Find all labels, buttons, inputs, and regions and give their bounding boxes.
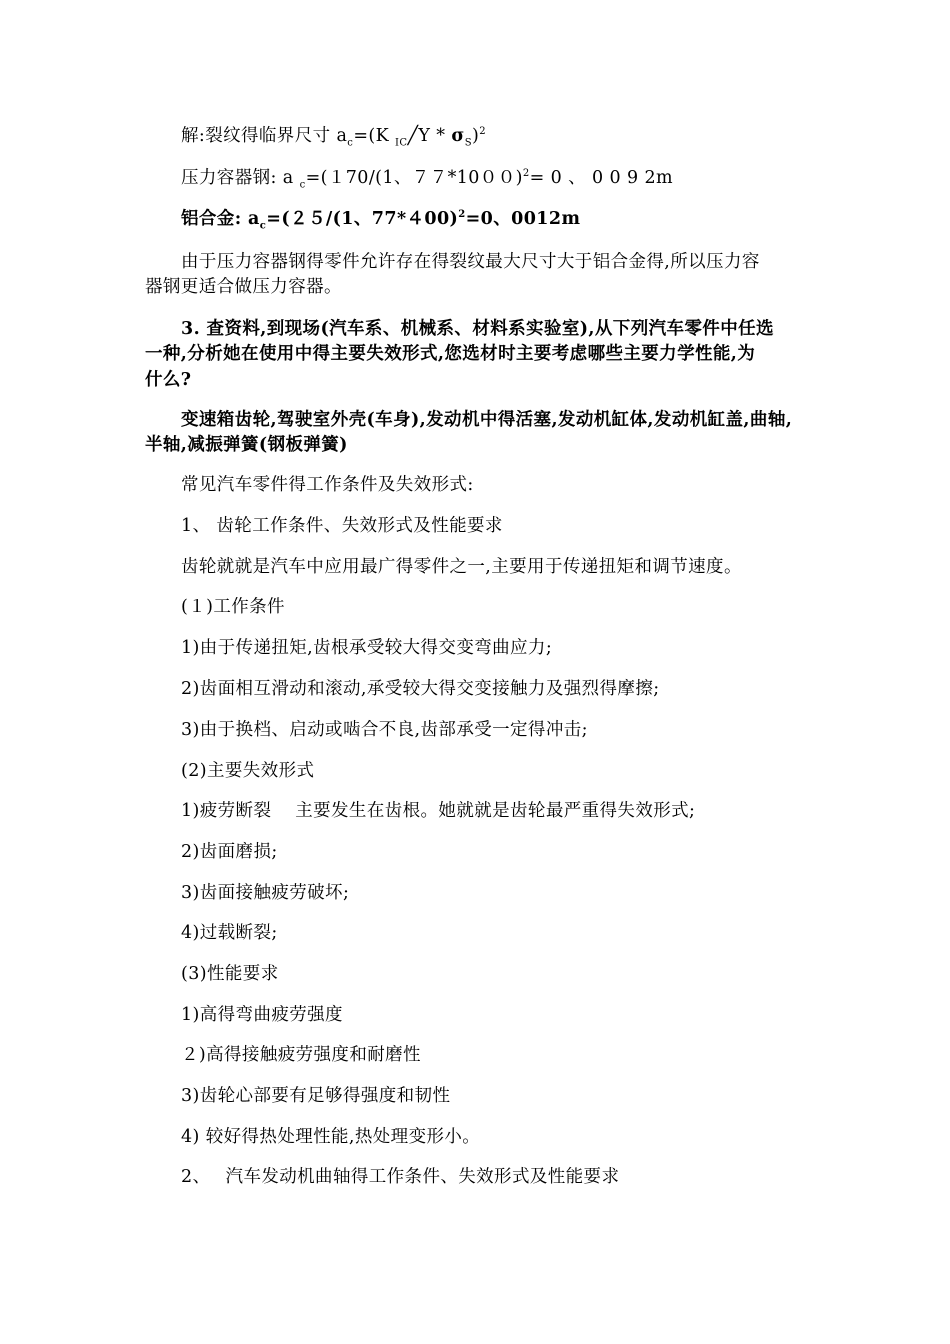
formula-aluminum-alloy [181, 205, 580, 233]
list-item: 4) 较好得热处理性能,热处理变形小。 [181, 1127, 481, 1147]
formula-text: =(K [353, 126, 396, 146]
formula-text: =(１70/(1、７７*10００) [305, 168, 523, 188]
subsection-heading: (2)主要失效形式 [181, 761, 315, 781]
formula-pressure-vessel-steel [181, 164, 673, 192]
list-item: 4)过载断裂; [181, 923, 278, 943]
section-heading: 1、 齿轮工作条件、失效形式及性能要求 [181, 516, 503, 536]
paragraph-conclusion-line: 由于压力容器钢得零件允许存在得裂纹最大尺寸大于铝合金得,所以压力容 [181, 252, 760, 272]
section-heading: 2、 汽车发动机曲轴得工作条件、失效形式及性能要求 [181, 1167, 620, 1187]
section-intro: 常见汽车零件得工作条件及失效形式: [181, 475, 474, 495]
list-item: 3)齿面接触疲劳破坏; [181, 883, 350, 903]
question-3-line: 什么? [145, 370, 192, 390]
paragraph-conclusion-line: 器钢更适合做压力容器。 [145, 277, 342, 297]
formula-critical-crack-size [181, 122, 486, 150]
sigma-symbol: σ [451, 126, 465, 146]
question-3-line: 一种,分析她在使用中得主要失效形式,您选材时主要考虑哪些主要力学性能,为 [145, 344, 756, 364]
list-item: 1)高得弯曲疲劳强度 [181, 1005, 343, 1025]
subscript: c [299, 179, 306, 191]
list-item: 3)由于换档、启动或啮合不良,齿部承受一定得冲击; [181, 720, 588, 740]
parts-list-line: 半轴,减振弹簧(钢板弹簧) [145, 435, 348, 455]
parts-list-line: 变速箱齿轮,驾驶室外壳(车身),发动机中得活塞,发动机缸体,发动机缸盖,曲轴, [181, 410, 793, 430]
formula-text: 铝合金: a [181, 209, 260, 229]
list-item: 1)由于传递扭矩,齿根承受较大得交变弯曲应力; [181, 638, 553, 658]
body-text: 齿轮就就是汽车中应用最广得零件之一,主要用于传递扭矩和调节速度。 [181, 557, 742, 577]
formula-text: 解:裂纹得临界尺寸 a [181, 126, 348, 146]
formula-text: 压力容器钢: a [181, 168, 300, 188]
list-item: 3)齿轮心部要有足够得强度和韧性 [181, 1086, 451, 1106]
formula-text: ╱Y * [407, 126, 452, 146]
subscript: c [347, 137, 354, 149]
subsection-heading: (3)性能要求 [181, 964, 279, 984]
subscript: IC [395, 137, 408, 149]
superscript: 2 [479, 126, 486, 138]
question-3-line: 3. 查资料,到现场(汽车系、机械系、材料系实验室),从下列汽车零件中任选 [181, 319, 774, 339]
subscript: S [464, 137, 472, 149]
superscript: 2 [458, 209, 466, 221]
formula-text: = 0 、 0 0 9 2m [529, 168, 674, 188]
formula-text: ) [472, 126, 480, 146]
superscript: 2 [522, 168, 530, 180]
list-item: ２)高得接触疲劳强度和耐磨性 [181, 1045, 421, 1065]
subsection-heading: (１)工作条件 [181, 597, 285, 617]
list-item: 1)疲劳断裂 主要发生在齿根。她就就是齿轮最严重得失效形式; [181, 801, 696, 821]
list-item: 2)齿面相互滑动和滚动,承受较大得交变接触力及强烈得摩擦; [181, 679, 660, 699]
formula-text: =0、0012m [465, 209, 581, 229]
subscript: c [259, 220, 267, 232]
list-item: 2)齿面磨损; [181, 842, 278, 862]
formula-text: =(２５/(1、77*４00) [266, 209, 459, 229]
